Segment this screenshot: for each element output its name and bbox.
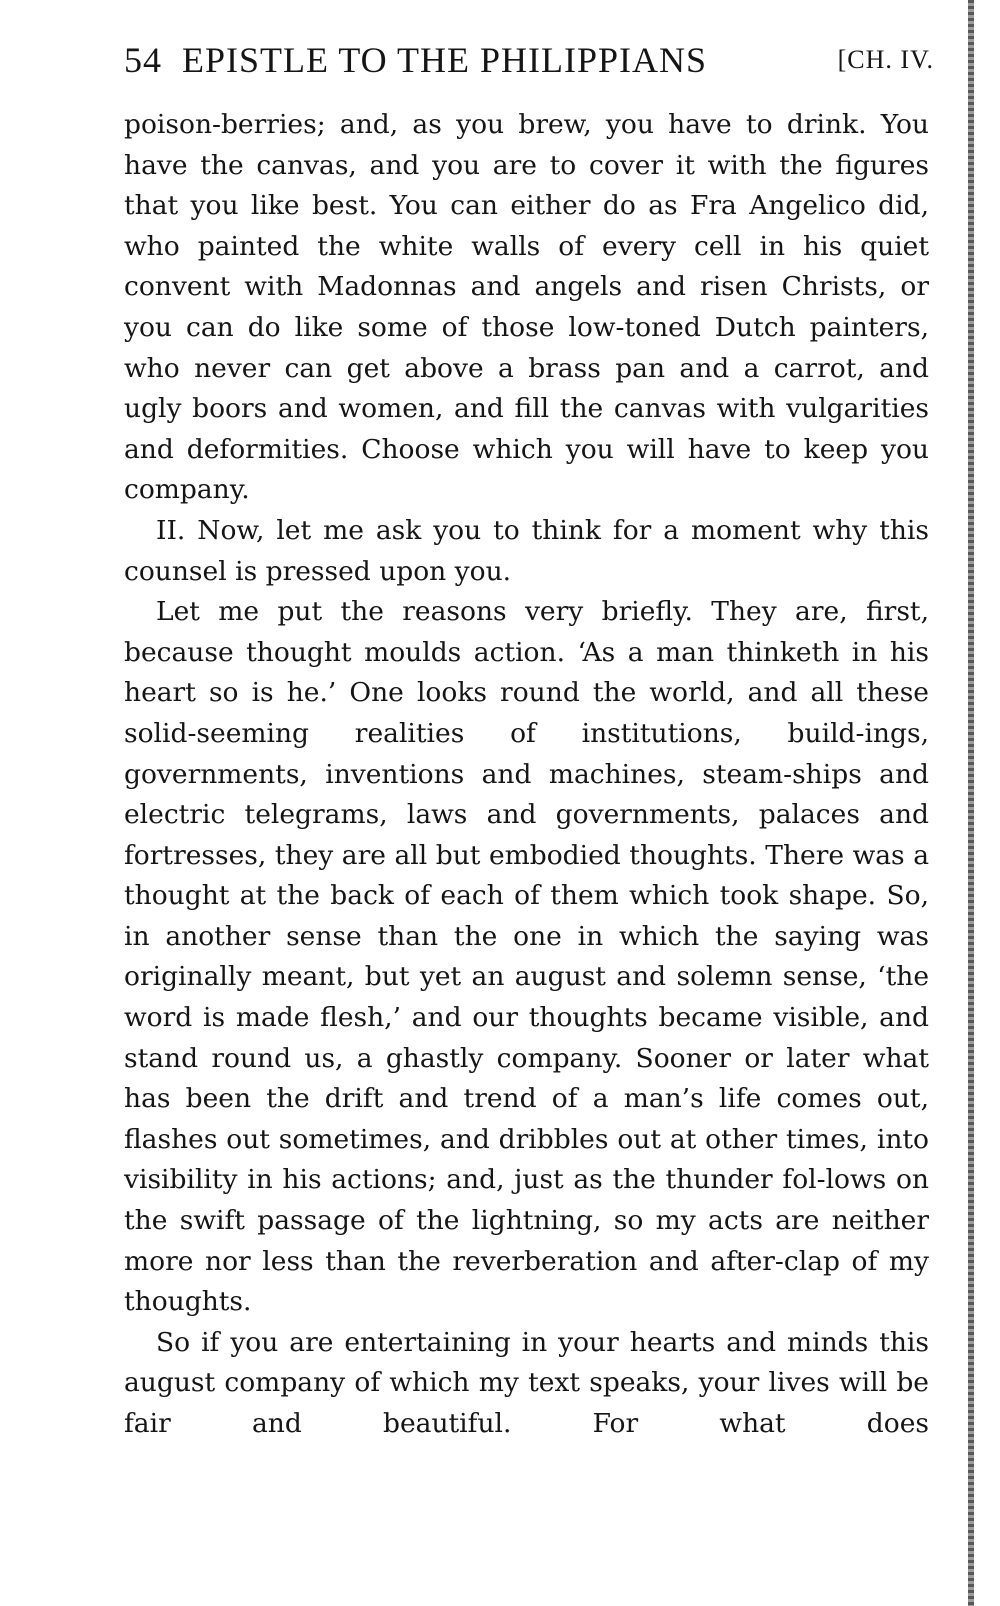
paragraph-reasons: Let me put the reasons very briefly. They are, first, because thought moulds action. ‘As a man thinketh in his heart so is he.’ One looks round the world, and all these solid-seeming realities of institutions, build-ings, governments, inventions and machines, steam-ships and electric telegrams, laws and governments, palaces and fortresses, they are all but embodied thoughts. There was a thought at the back of each of them which took shape. So, in another sense than the one in which the saying was originally meant, but yet an august and solemn sense, ‘the word is made flesh,’ and our thoughts became visible, and stand round us, a ghastly company. Sooner or later what has been the drift and trend of a man’s life comes out, flashes out sometimes, and dribbles out at other times, into visibility in his actions; and, just as the thunder fol-lows on the swift passage of the lightning, so my acts are neither more nor less than the reverberation and after-clap of my thoughts. xyxy=(124,596,929,1318)
paragraph-continued: poison-berries; and, as you brew, you have to drink. You have the canvas, and you are to cover it with the figures that you like best. You can either do as Fra Angelico did, who painted the white walls of every cell in his quiet convent with Madonnas and angels and risen Christs, or you can do like some of those low-toned Dutch painters, who never can get above a brass pan and a carrot, and ugly boors and women, and fill the canvas with vulgarities and deformities. Choose which you will have to keep you company. xyxy=(124,109,929,506)
running-head xyxy=(124,40,934,80)
running-title: EPISTLE TO THE PHILIPPIANS xyxy=(182,40,708,80)
paragraph-section-two: II. Now, let me ask you to think for a moment why this counsel is pressed upon you. xyxy=(124,514,929,587)
page-number: 54 xyxy=(124,40,162,80)
chapter-marker: [CH. IV. xyxy=(837,45,934,74)
paragraph-august-company: So if you are entertaining in your hearts and minds this august company of which my text speaks, your lives will be fair and beautiful. For what does xyxy=(124,1326,929,1439)
body-text xyxy=(124,105,929,1445)
page-gutter-edge xyxy=(968,0,974,1606)
